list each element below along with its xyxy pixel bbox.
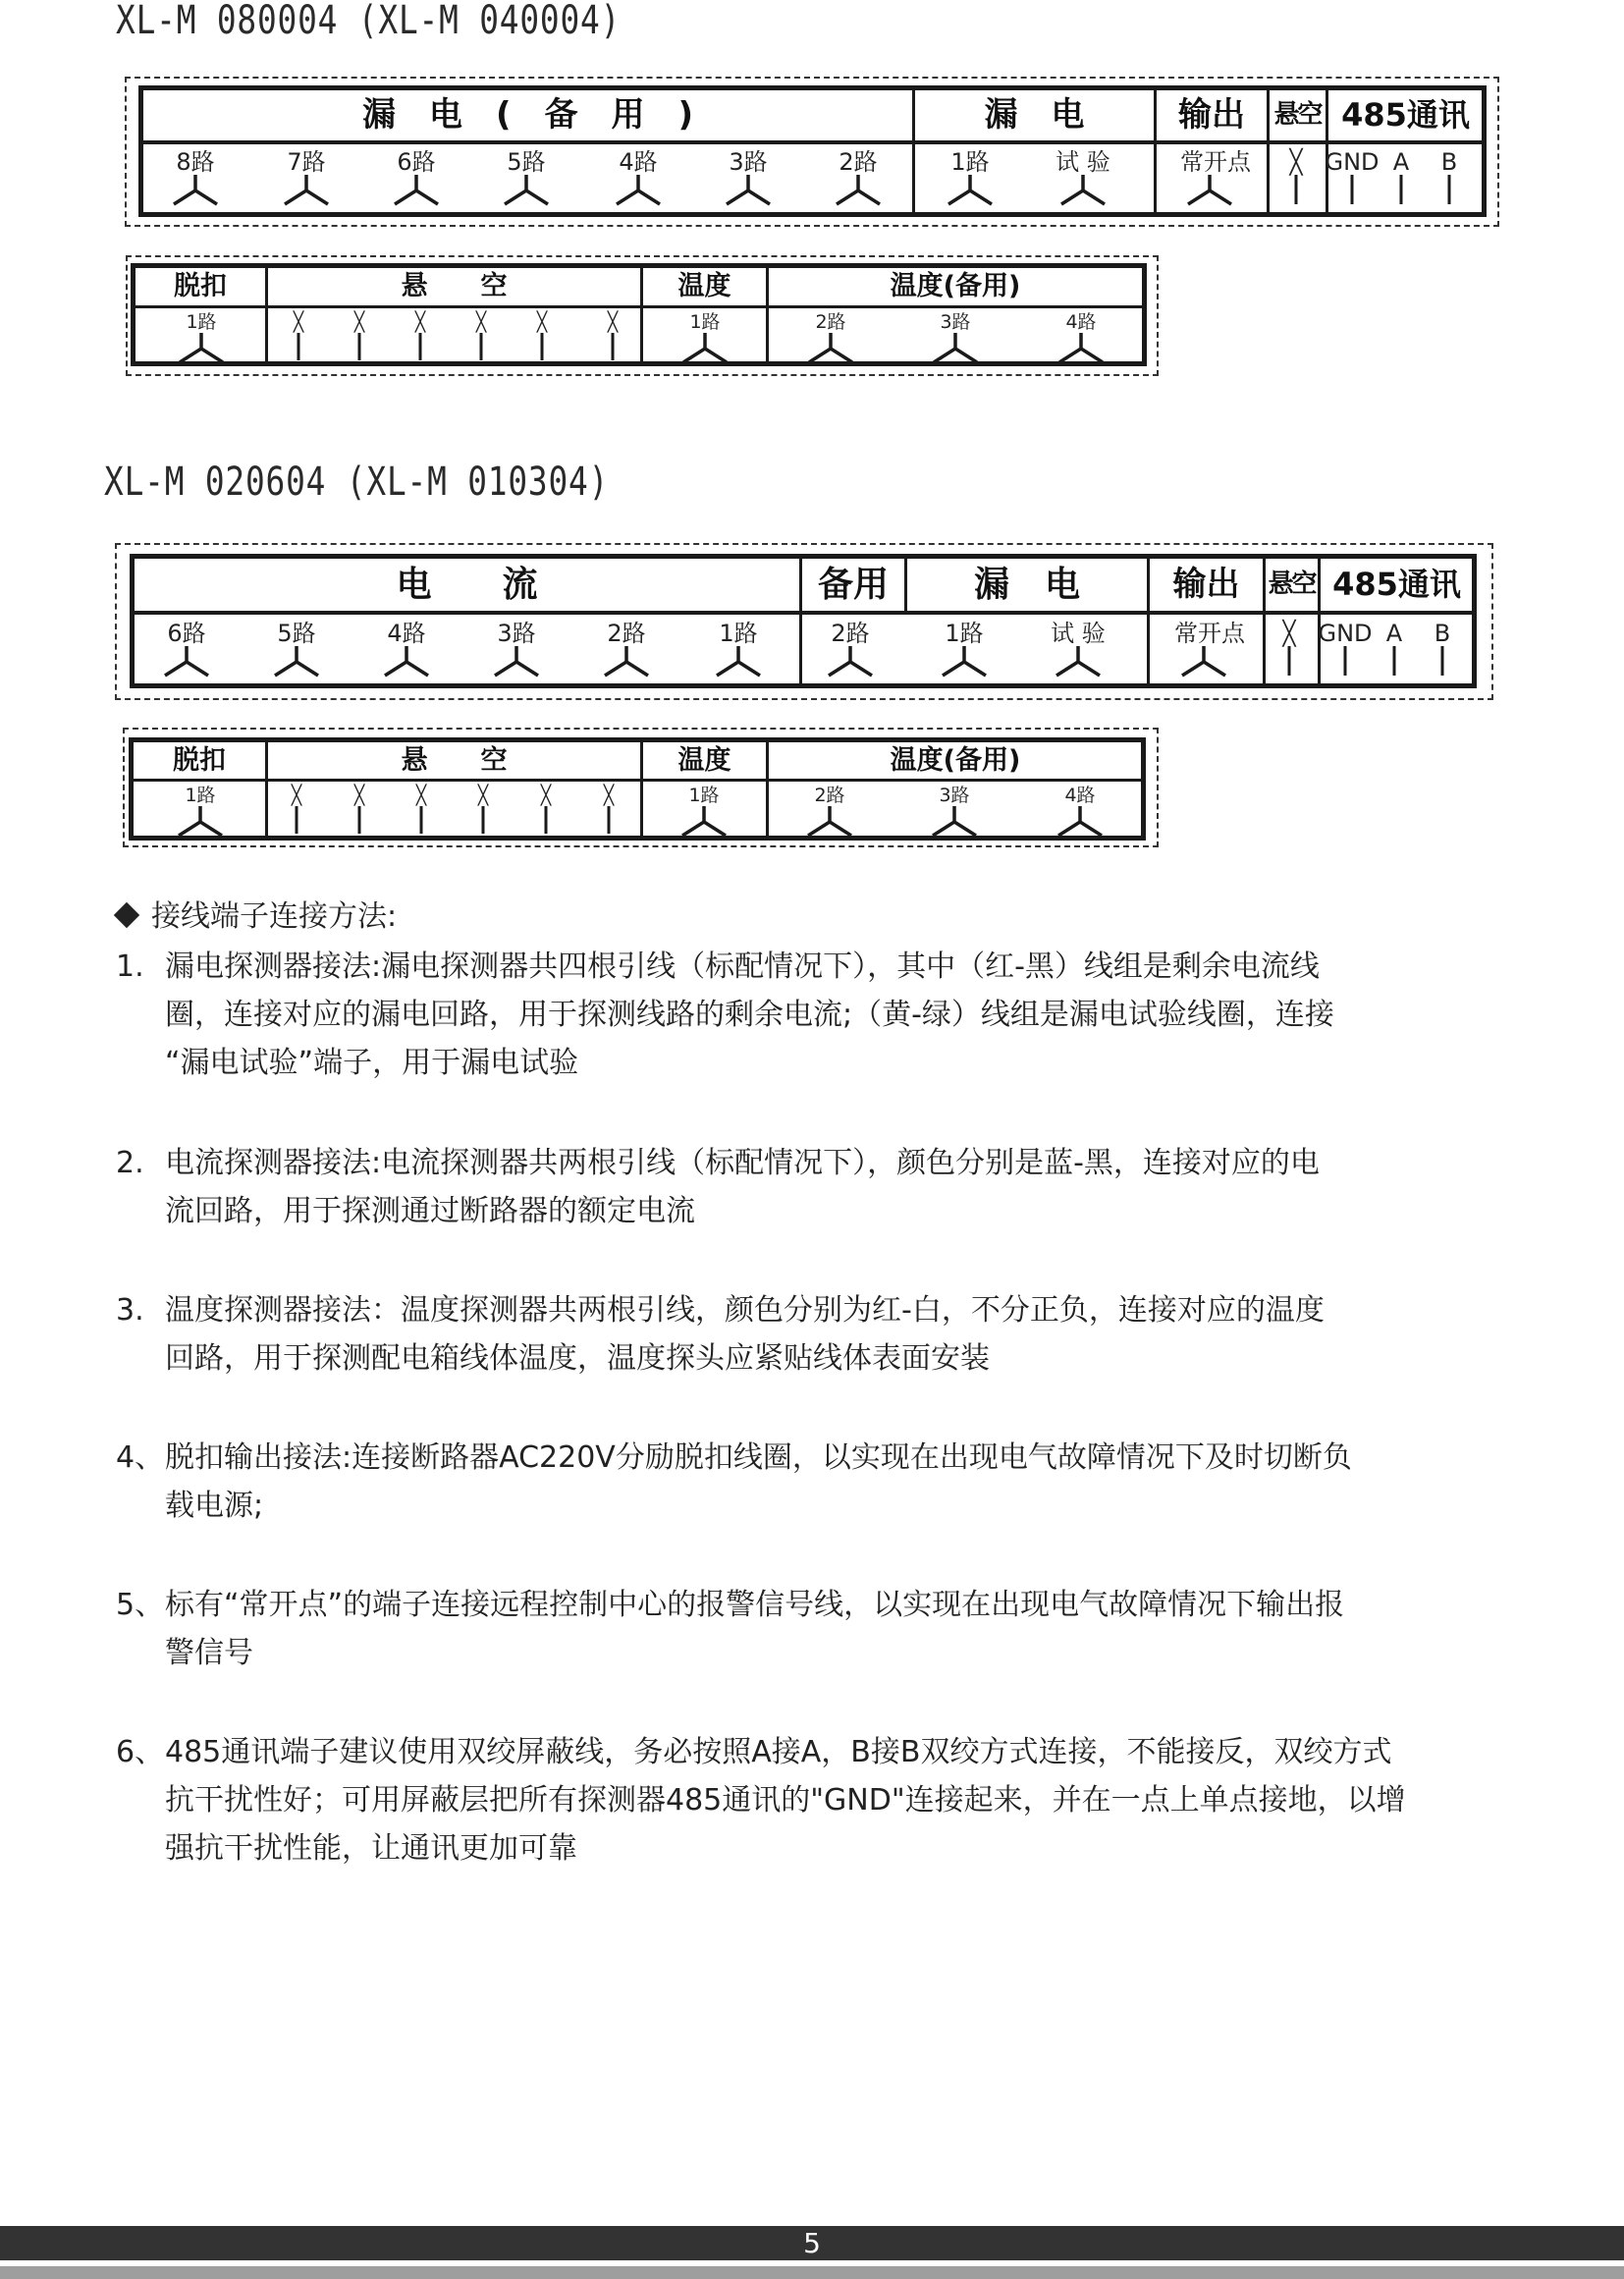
terminal-label: 2路 (831, 620, 870, 647)
terminal-label: ╳ (414, 311, 426, 333)
item-number: 2. (116, 1146, 144, 1180)
item-line: 抗干扰性好；可用屏蔽层把所有探测器485通讯的"GND"连接起来，并在一点上单点接地，以增 (165, 1783, 1406, 1818)
terminal-label: 6路 (397, 148, 436, 176)
item-line: 流回路，用于探测通过断路器的额定电流 (165, 1194, 695, 1228)
instructions-heading (116, 892, 397, 935)
terminal-bar-icon (1291, 175, 1301, 204)
terminal (801, 312, 860, 364)
terminal-y-icon (271, 646, 322, 678)
footer-stripe (0, 2266, 1624, 2279)
terminal-bar-icon (1444, 175, 1454, 204)
terminal-bar-icon (292, 806, 301, 834)
terminal (330, 786, 389, 834)
terminal (452, 312, 511, 360)
instruction-item (116, 943, 1510, 1087)
terminal-y-icon (161, 646, 212, 678)
item-line: 485通讯端子建议使用双绞屏蔽线，务必按照A接A，B接B双绞方式连接，不能接反，双绞方式 (165, 1735, 1392, 1769)
terminal (1267, 149, 1326, 204)
instruction-item (116, 1434, 1510, 1530)
header-leakage: 漏 电 (984, 95, 1085, 135)
page-number: 5 (803, 2227, 821, 2259)
terminal-label: 1路 (719, 620, 758, 647)
item-line: “漏电试验”端子，用于漏电试验 (165, 1046, 579, 1080)
terminal (516, 786, 575, 834)
terminal (166, 149, 225, 206)
terminal-label: 4路 (1064, 785, 1096, 806)
header-rs485: 485通讯 (1332, 566, 1461, 603)
terminal (583, 312, 642, 360)
terminal-y-icon (1178, 646, 1229, 678)
header-leakage: 漏 电 (973, 565, 1080, 605)
terminal-label: GND (1325, 148, 1380, 176)
item-line: 脱扣输出接法:连接断路器AC220V分励脱扣线圈，以实现在出现电气故障情况下及时切断负 (165, 1440, 1352, 1475)
item-line: 漏电探测器接法:漏电探测器共四根引线（标配情况下），其中（红-黑）线组是剩余电流线 (165, 950, 1320, 984)
model-title-1: XL-M 080004 (XL-M 040004) (116, 0, 622, 43)
terminal-label: ╳ (536, 311, 548, 333)
terminal-label: ╳ (353, 311, 365, 333)
terminal-label: ╳ (540, 785, 552, 806)
terminal (800, 786, 859, 838)
terminal-label: 3路 (729, 148, 768, 176)
terminal-label: ╳ (1289, 148, 1303, 176)
aux-header-floating: 悬 空 (401, 745, 508, 776)
terminal-y-icon (713, 646, 764, 678)
terminal-label: 7路 (287, 148, 326, 176)
terminal-bar-icon (608, 333, 618, 360)
terminal-label: B (1440, 148, 1458, 176)
terminal-label: 4路 (387, 620, 426, 647)
terminal-y-icon (601, 646, 652, 678)
terminal-y-icon (805, 333, 856, 364)
terminal-y-icon (1057, 175, 1109, 206)
terminal-y-icon (1056, 333, 1107, 364)
instruction-item (116, 1286, 1510, 1383)
terminal-y-icon (833, 175, 884, 206)
aux-header-temperature: 温度 (677, 271, 731, 301)
terminal-label: 8路 (176, 148, 215, 176)
terminal (157, 621, 216, 678)
item-line: 警信号 (165, 1636, 253, 1670)
terminal (454, 786, 513, 834)
terminal-label: ╳ (293, 311, 304, 333)
instruction-item (116, 1139, 1510, 1235)
header-floating: 悬空 (1273, 100, 1322, 130)
terminal-label: ╳ (477, 785, 489, 806)
terminal-y-icon (491, 646, 542, 678)
terminal-y-icon (825, 646, 876, 678)
terminal-bar-icon (604, 806, 614, 834)
terminal-y-icon (501, 175, 552, 206)
terminal-y-icon (170, 175, 221, 206)
terminal-bar-icon (478, 806, 488, 834)
terminal-bar-icon (537, 333, 547, 360)
terminal-label: 5路 (507, 148, 546, 176)
header-output: 输出 (1172, 565, 1240, 604)
terminal-bar-icon (1389, 646, 1399, 676)
terminal (935, 621, 994, 678)
terminal (676, 312, 734, 364)
item-number: 5、 (116, 1588, 165, 1622)
terminal-label: 1路 (945, 620, 984, 647)
header-spare: 备用 (817, 565, 889, 605)
terminal (1054, 149, 1112, 206)
header-rs485: 485通讯 (1341, 96, 1470, 134)
terminal-bar-icon (415, 333, 425, 360)
terminal-bar-icon (1437, 646, 1447, 676)
header-current: 电 流 (396, 565, 538, 605)
terminal (609, 149, 668, 206)
terminal-bar-icon (1284, 646, 1294, 676)
terminal (1052, 312, 1110, 364)
terminal (1420, 149, 1479, 204)
terminal (269, 312, 328, 360)
terminal-bar-icon (1347, 175, 1357, 204)
terminal-label: 3路 (939, 785, 970, 806)
terminal-y-icon (930, 333, 981, 364)
terminal-label: GND (1318, 620, 1373, 647)
terminal-label: ╳ (603, 785, 615, 806)
aux-header-trip: 脱扣 (173, 745, 226, 776)
terminal-y-icon (678, 806, 730, 838)
terminal-label: 3路 (497, 620, 536, 647)
divider (130, 611, 1477, 615)
terminal-label: 4路 (619, 148, 658, 176)
terminal-label: ╳ (475, 311, 487, 333)
aux-header-floating: 悬 空 (401, 271, 508, 301)
terminal (172, 312, 231, 364)
item-number: 4、 (116, 1440, 165, 1475)
terminal (487, 621, 546, 678)
terminal-y-icon (804, 806, 855, 838)
aux-header-temperature: 温度 (677, 745, 731, 776)
terminal (941, 149, 1000, 206)
terminal-y-icon (723, 175, 774, 206)
terminal-label: 常开点 (1180, 148, 1251, 176)
terminal-label: 1路 (688, 785, 720, 806)
diamond-icon (114, 902, 139, 928)
terminal (926, 312, 985, 364)
terminal-label: B (1434, 620, 1451, 647)
terminal-label: 1路 (689, 311, 721, 333)
terminal-bar-icon (294, 333, 303, 360)
terminal-y-icon (176, 333, 227, 364)
terminal (387, 149, 446, 206)
terminal (821, 621, 880, 678)
terminal (597, 621, 656, 678)
terminal-label: ╳ (607, 311, 619, 333)
terminal-y-icon (1184, 175, 1235, 206)
terminal (392, 786, 451, 834)
terminal-bar-icon (354, 333, 364, 360)
terminal (1260, 621, 1319, 676)
terminal (1051, 786, 1110, 838)
terminal (1180, 148, 1251, 206)
item-number: 3. (116, 1293, 144, 1328)
terminal (171, 786, 230, 838)
terminal (391, 312, 450, 360)
terminal (1413, 621, 1472, 676)
terminal-y-icon (381, 646, 432, 678)
terminal-bar-icon (416, 806, 426, 834)
heading-text: 接线端子连接方法: (151, 899, 398, 934)
header-leakage-spare: 漏 电 ( 备 用 ) (361, 95, 694, 135)
terminal-label: ╳ (291, 785, 302, 806)
terminal-label: 2路 (815, 311, 846, 333)
terminal-label: 1路 (186, 311, 217, 333)
terminal-label: 5路 (277, 620, 316, 647)
terminal (925, 786, 984, 838)
terminal-y-icon (175, 806, 226, 838)
terminal-y-icon (939, 646, 990, 678)
terminal-y-icon (391, 175, 442, 206)
instruction-item (116, 1728, 1510, 1872)
item-number: 1. (116, 950, 144, 984)
terminal-label: 6路 (167, 620, 206, 647)
terminal (719, 149, 778, 206)
terminal-bar-icon (476, 333, 486, 360)
terminal-label: A (1385, 620, 1403, 647)
divider (138, 140, 1487, 144)
terminal (330, 312, 389, 360)
item-line: 电流探测器接法:电流探测器共两根引线（标配情况下），颜色分别是蓝-黑，连接对应的电 (165, 1146, 1320, 1180)
terminal-label: 试 验 (1056, 148, 1110, 176)
terminal-y-icon (281, 175, 332, 206)
header-output: 输出 (1178, 95, 1245, 135)
terminal-label: 1路 (950, 148, 990, 176)
terminal (267, 621, 326, 678)
terminal (377, 621, 436, 678)
terminal-bar-icon (1340, 646, 1350, 676)
terminal (267, 786, 326, 834)
terminal-label: ╳ (353, 785, 365, 806)
aux-header-trip: 脱扣 (174, 271, 227, 301)
terminal (579, 786, 638, 834)
terminal-label: 试 验 (1051, 620, 1106, 647)
item-line: 回路，用于探测配电箱线体温度，温度探头应紧贴线体表面安装 (165, 1341, 990, 1376)
item-line: 温度探测器接法：温度探测器共两根引线，颜色分别为红-白，不分正负，连接对应的温度 (165, 1293, 1325, 1328)
header-floating: 悬空 (1268, 570, 1316, 599)
terminal-label: 常开点 (1174, 620, 1245, 647)
instruction-item (116, 1581, 1510, 1677)
terminal (277, 149, 336, 206)
item-line: 载电源; (165, 1489, 264, 1523)
aux-header-temperature-spare: 温度(备用) (890, 271, 1021, 301)
terminal-bar-icon (354, 806, 364, 834)
terminal-bar-icon (1396, 175, 1406, 204)
terminal-label: 2路 (607, 620, 646, 647)
terminal-label: ╳ (1282, 620, 1296, 647)
terminal-label: 4路 (1065, 311, 1097, 333)
terminal-y-icon (1053, 646, 1104, 678)
terminal-y-icon (613, 175, 664, 206)
terminal-y-icon (1055, 806, 1106, 838)
terminal (829, 149, 888, 206)
terminal-label: 2路 (814, 785, 845, 806)
model-title-2: XL-M 020604 (XL-M 010304) (104, 460, 610, 505)
terminal-label: A (1392, 148, 1410, 176)
terminal (1049, 621, 1108, 678)
aux-header-temperature-spare: 温度(备用) (890, 745, 1021, 776)
terminal-y-icon (929, 806, 980, 838)
terminal (497, 149, 556, 206)
item-line: 强抗干扰性能，让通讯更加可靠 (165, 1831, 577, 1866)
terminal (675, 786, 733, 838)
item-number: 6、 (116, 1735, 165, 1769)
terminal-label: 1路 (185, 785, 216, 806)
terminal-bar-icon (541, 806, 551, 834)
terminal-label: ╳ (415, 785, 427, 806)
terminal-y-icon (679, 333, 731, 364)
item-line: 标有“常开点”的端子连接远程控制中心的报警信号线，以实现在出现电气故障情况下输出报 (165, 1588, 1345, 1622)
terminal-label: 3路 (940, 311, 971, 333)
item-line: 圈，连接对应的漏电回路，用于探测线路的剩余电流;（黄-绿）线组是漏电试验线圈，连接 (165, 998, 1334, 1032)
terminal-y-icon (945, 175, 996, 206)
terminal-label: 2路 (839, 148, 878, 176)
terminal (1174, 620, 1245, 678)
terminal (709, 621, 768, 678)
terminal (513, 312, 571, 360)
